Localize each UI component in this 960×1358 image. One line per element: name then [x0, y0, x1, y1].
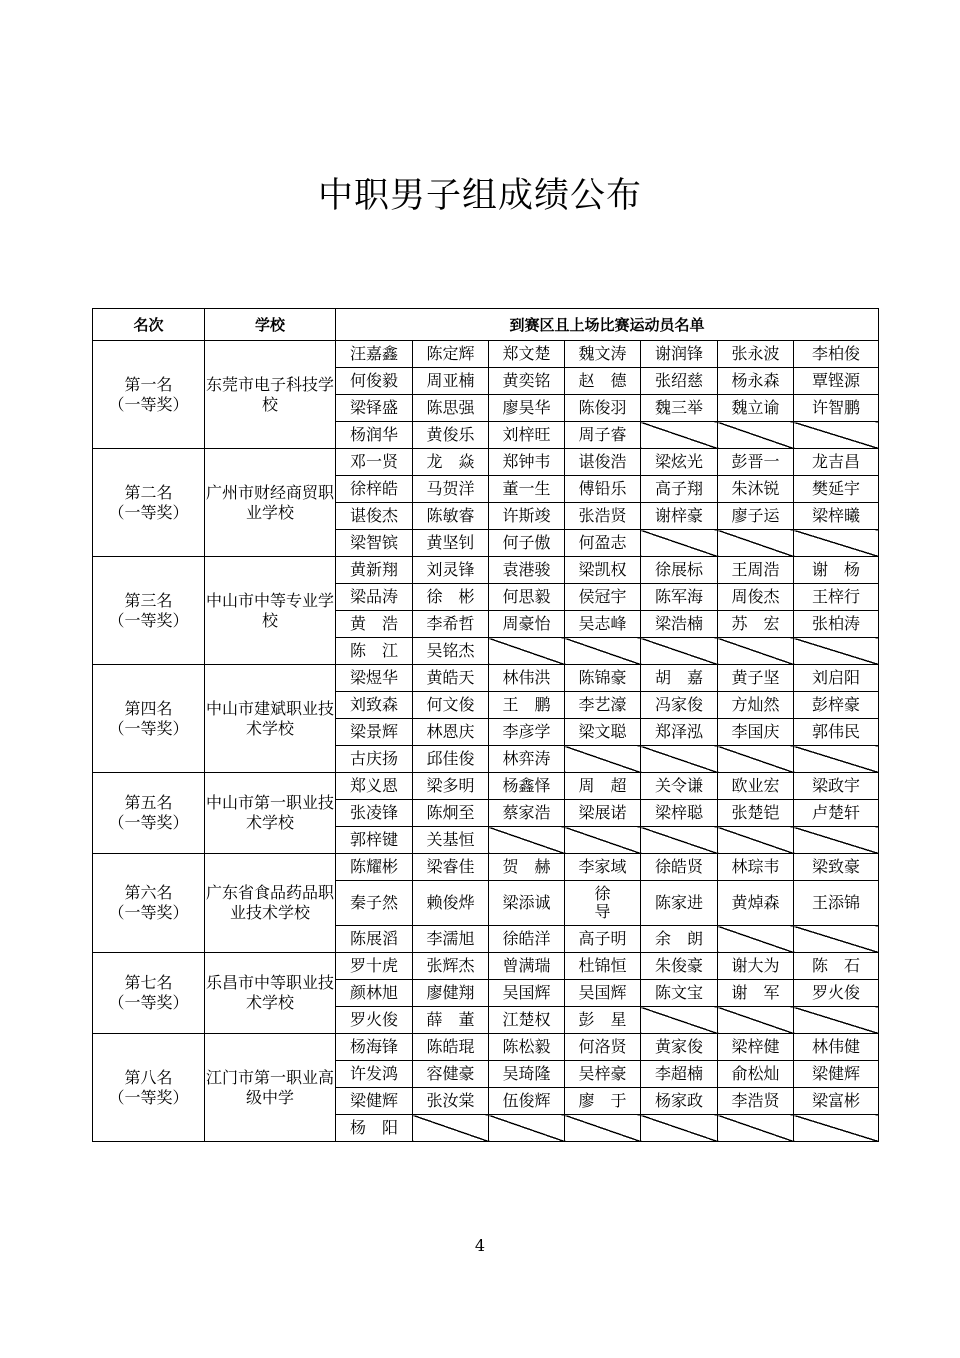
- athlete-name: 张柏涛: [794, 611, 879, 638]
- athlete-name: 徐皓贤: [641, 854, 718, 881]
- athlete-name: 胡 嘉: [641, 665, 718, 692]
- empty-slot: [565, 1115, 641, 1142]
- athlete-name: 关令谦: [641, 773, 718, 800]
- athlete-name: 徐展标: [641, 557, 718, 584]
- athlete-name: 谢 军: [718, 980, 794, 1007]
- athlete-name: 廖 于: [565, 1088, 641, 1115]
- athlete-name: 吴琦隆: [489, 1061, 565, 1088]
- athlete-name: 吴国辉: [489, 980, 565, 1007]
- athlete-name: 黄奕铭: [489, 368, 565, 395]
- athlete-name: 龙 焱: [413, 449, 489, 476]
- athlete-name: 陈军海: [641, 584, 718, 611]
- athlete-name: 赵 德: [565, 368, 641, 395]
- athlete-name: 陈皓琨: [413, 1034, 489, 1061]
- empty-slot: [718, 422, 794, 449]
- athlete-name: 谢润锋: [641, 341, 718, 368]
- athlete-name: 徐 彬: [413, 584, 489, 611]
- athlete-name: 郑泽泓: [641, 719, 718, 746]
- athlete-name: 徐梓皓: [336, 476, 413, 503]
- athlete-name: 梁梓健: [718, 1034, 794, 1061]
- athlete-name: 何思毅: [489, 584, 565, 611]
- athlete-name: 古庆扬: [336, 746, 413, 773]
- rank-cell: [93, 557, 205, 665]
- athlete-name: 苏 宏: [718, 611, 794, 638]
- athlete-name: 彭梓豪: [794, 692, 879, 719]
- athlete-name: 吴铭杰: [413, 638, 489, 665]
- rank-label: 第六名: [124, 883, 173, 902]
- empty-slot: [718, 1115, 794, 1142]
- athlete-name: 杜锦恒: [565, 953, 641, 980]
- athlete-name: 李希哲: [413, 611, 489, 638]
- athlete-name: 许智鹏: [794, 395, 879, 422]
- athlete-name: 杨永森: [718, 368, 794, 395]
- empty-slot: [718, 926, 794, 953]
- header-rank: 名次: [93, 309, 205, 341]
- athlete-name: 高子明: [565, 926, 641, 953]
- school-name: 江门市第一职业高级中学: [205, 1034, 336, 1142]
- athlete-name: 李家域: [565, 854, 641, 881]
- athlete-name: 薛 董: [413, 1007, 489, 1034]
- athlete-name: 何俊毅: [336, 368, 413, 395]
- athlete-name: 俞松灿: [718, 1061, 794, 1088]
- athlete-name: 黄家俊: [641, 1034, 718, 1061]
- athlete-name: 吴国辉: [565, 980, 641, 1007]
- empty-slot: [794, 746, 879, 773]
- athlete-name: 郑钟韦: [489, 449, 565, 476]
- athlete-name: 廖子运: [718, 503, 794, 530]
- page-title: 中职男子组成绩公布: [317, 176, 642, 216]
- athlete-name: 龙吉昌: [794, 449, 879, 476]
- page-number: 4: [474, 1236, 486, 1255]
- athlete-name: 张凌锋: [336, 800, 413, 827]
- athlete-row: [93, 773, 879, 800]
- empty-slot: [794, 926, 879, 953]
- athlete-name: 梁致豪: [794, 854, 879, 881]
- award-label: （一等奖）: [108, 610, 189, 630]
- athlete-name: 杨润华: [336, 422, 413, 449]
- empty-slot: [794, 422, 879, 449]
- rank-cell: [93, 341, 205, 449]
- athlete-name: 梁煜华: [336, 665, 413, 692]
- athlete-name: 梁炫光: [641, 449, 718, 476]
- athlete-name: 林恩庆: [413, 719, 489, 746]
- school-name: 广东省食品药品职业技术学校: [205, 854, 336, 953]
- athlete-name: 谢大为: [718, 953, 794, 980]
- athlete-name: 汪嘉鑫: [336, 341, 413, 368]
- empty-slot: [565, 638, 641, 665]
- school-name: 东莞市电子科技学校: [205, 341, 336, 449]
- athlete-name: 黄焯森: [718, 881, 794, 926]
- athlete-name: 梁凯权: [565, 557, 641, 584]
- athlete-name: 王周浩: [718, 557, 794, 584]
- athlete-name: 彭晋一: [718, 449, 794, 476]
- athlete-name: 伍俊辉: [489, 1088, 565, 1115]
- athlete-name: 刘致森: [336, 692, 413, 719]
- empty-slot: [718, 638, 794, 665]
- athlete-name: 邱佳俊: [413, 746, 489, 773]
- athlete-row: [93, 953, 879, 980]
- athlete-name: 黄皓天: [413, 665, 489, 692]
- athlete-name: 陈松毅: [489, 1034, 565, 1061]
- athlete-name: 傅铅乐: [565, 476, 641, 503]
- empty-slot: [794, 1115, 879, 1142]
- rank-label: 第八名: [124, 1067, 173, 1087]
- athlete-name: 陈炯至: [413, 800, 489, 827]
- empty-slot: [794, 530, 879, 557]
- rank-label: 第七名: [124, 973, 173, 992]
- athlete-name: 许发鸿: [336, 1061, 413, 1088]
- athlete-name: 王梓行: [794, 584, 879, 611]
- empty-slot: [794, 1007, 879, 1034]
- athlete-name: 何子傲: [489, 530, 565, 557]
- empty-slot: [413, 1115, 489, 1142]
- athlete-name: 陈展滔: [336, 926, 413, 953]
- athlete-name: 何洛贤: [565, 1034, 641, 1061]
- athlete-name: 陈耀彬: [336, 854, 413, 881]
- athlete-name: 李超楠: [641, 1061, 718, 1088]
- athlete-name: 容健豪: [413, 1061, 489, 1088]
- rank-label: 第二名: [124, 482, 173, 502]
- athlete-name: 陈敏睿: [413, 503, 489, 530]
- athlete-name: 张绍慈: [641, 368, 718, 395]
- empty-slot: [565, 827, 641, 854]
- athlete-name: 许斯竣: [489, 503, 565, 530]
- athlete-name: 卢楚轩: [794, 800, 879, 827]
- athlete-name: 张辉杰: [413, 953, 489, 980]
- athlete-name: 魏三举: [641, 395, 718, 422]
- athlete-name: 陈定辉: [413, 341, 489, 368]
- empty-slot: [641, 1007, 718, 1034]
- athlete-name: 梁多明: [413, 773, 489, 800]
- athlete-name: 陈锦豪: [565, 665, 641, 692]
- empty-slot: [641, 422, 718, 449]
- athlete-name: 刘启阳: [794, 665, 879, 692]
- athlete-name: 梁健辉: [336, 1088, 413, 1115]
- rank-label: 第四名: [124, 698, 173, 718]
- athlete-name: 刘灵锋: [413, 557, 489, 584]
- athlete-name: 曾满瑞: [489, 953, 565, 980]
- athlete-name: 何文俊: [413, 692, 489, 719]
- athlete-name: 徐导: [565, 881, 641, 926]
- rank-cell: [93, 1034, 205, 1142]
- athlete-name: 张浩贤: [565, 503, 641, 530]
- empty-slot: [641, 746, 718, 773]
- empty-slot: [794, 827, 879, 854]
- athlete-name: 王添锦: [794, 881, 879, 926]
- athlete-row: [93, 1034, 879, 1061]
- empty-slot: [718, 827, 794, 854]
- athlete-name: 谌俊杰: [336, 503, 413, 530]
- rank-label: 第五名: [124, 793, 173, 812]
- athlete-name: 袁港骏: [489, 557, 565, 584]
- athlete-name: 陈 江: [336, 638, 413, 665]
- athlete-name: 余 朗: [641, 926, 718, 953]
- school-name: 乐昌市中等职业技术学校: [205, 953, 336, 1034]
- athlete-name: 樊延宇: [794, 476, 879, 503]
- empty-slot: [641, 638, 718, 665]
- athlete-name: 江楚权: [489, 1007, 565, 1034]
- athlete-name: 杨鑫怿: [489, 773, 565, 800]
- award-label: （一等奖）: [108, 813, 189, 832]
- athlete-name: 周 超: [565, 773, 641, 800]
- school-name: 中山市建斌职业技术学校: [205, 665, 336, 773]
- athlete-name: 王 鹏: [489, 692, 565, 719]
- header-row: [93, 309, 879, 341]
- athlete-name: 罗十虎: [336, 953, 413, 980]
- athlete-name: 梁景辉: [336, 719, 413, 746]
- athlete-name: 魏文涛: [565, 341, 641, 368]
- athlete-name: 方灿然: [718, 692, 794, 719]
- athlete-name: 徐皓洋: [489, 926, 565, 953]
- athlete-name: 李国庆: [718, 719, 794, 746]
- athlete-name: 覃铿源: [794, 368, 879, 395]
- empty-slot: [489, 827, 565, 854]
- empty-slot: [489, 638, 565, 665]
- athlete-name: 杨 阳: [336, 1115, 413, 1142]
- athlete-row: [93, 341, 879, 368]
- empty-slot: [794, 638, 879, 665]
- rank-label: 第三名: [124, 590, 173, 610]
- athlete-name: 周子睿: [565, 422, 641, 449]
- athlete-name: 梁梓曦: [794, 503, 879, 530]
- athlete-name: 梁添诚: [489, 881, 565, 926]
- athlete-name: 梁文聪: [565, 719, 641, 746]
- athlete-name: 魏立谕: [718, 395, 794, 422]
- athlete-name: 吴梓豪: [565, 1061, 641, 1088]
- athlete-name: 冯家俊: [641, 692, 718, 719]
- results-table: [92, 308, 879, 1142]
- athlete-name: 梁品涛: [336, 584, 413, 611]
- athlete-name: 梁政宇: [794, 773, 879, 800]
- athlete-name: 朱沐锐: [718, 476, 794, 503]
- athlete-name: 李彦学: [489, 719, 565, 746]
- award-label: （一等奖）: [108, 502, 189, 522]
- athlete-name: 杨家政: [641, 1088, 718, 1115]
- athlete-name: 蔡家浩: [489, 800, 565, 827]
- athlete-name: 邓一贤: [336, 449, 413, 476]
- empty-slot: [718, 746, 794, 773]
- athlete-name: 林伟健: [794, 1034, 879, 1061]
- rank-cell: [93, 854, 205, 953]
- athlete-name: 颜林旭: [336, 980, 413, 1007]
- empty-slot: [641, 1115, 718, 1142]
- athlete-name: 谌俊浩: [565, 449, 641, 476]
- athlete-name: 陈思强: [413, 395, 489, 422]
- athlete-name: 梁展诺: [565, 800, 641, 827]
- athlete-name: 李濡旭: [413, 926, 489, 953]
- rank-cell: [93, 449, 205, 557]
- athlete-name: 关基恒: [413, 827, 489, 854]
- athlete-name: 侯冠宇: [565, 584, 641, 611]
- athlete-row: [93, 665, 879, 692]
- athlete-name: 廖健翔: [413, 980, 489, 1007]
- athlete-name: 张汝棠: [413, 1088, 489, 1115]
- athlete-name: 黄新翔: [336, 557, 413, 584]
- athlete-name: 林伟洪: [489, 665, 565, 692]
- header-athletes: 到赛区且上场比赛运动员名单: [336, 309, 879, 341]
- rank-cell: [93, 773, 205, 854]
- empty-slot: [489, 1115, 565, 1142]
- athlete-name: 廖昊华: [489, 395, 565, 422]
- empty-slot: [718, 1007, 794, 1034]
- award-label: （一等奖）: [108, 394, 189, 414]
- athlete-name: 郭伟民: [794, 719, 879, 746]
- athlete-row: [93, 557, 879, 584]
- athlete-name: 林琮韦: [718, 854, 794, 881]
- athlete-name: 梁健辉: [794, 1061, 879, 1088]
- athlete-name: 周亚楠: [413, 368, 489, 395]
- athlete-name: 梁智镔: [336, 530, 413, 557]
- rank-cell: [93, 665, 205, 773]
- empty-slot: [565, 746, 641, 773]
- athlete-name: 陈家进: [641, 881, 718, 926]
- athlete-name: 谢梓豪: [641, 503, 718, 530]
- athlete-name: 杨海锋: [336, 1034, 413, 1061]
- athlete-name: 郑文楚: [489, 341, 565, 368]
- school-name: 中山市中等专业学校: [205, 557, 336, 665]
- award-label: （一等奖）: [108, 993, 189, 1012]
- athlete-name: 周俊杰: [718, 584, 794, 611]
- athlete-name: 董一生: [489, 476, 565, 503]
- athlete-name: 马贺洋: [413, 476, 489, 503]
- athlete-name: 吴志峰: [565, 611, 641, 638]
- athlete-name: 郭梓键: [336, 827, 413, 854]
- athlete-name: 梁浩楠: [641, 611, 718, 638]
- athlete-name: 李柏俊: [794, 341, 879, 368]
- award-label: （一等奖）: [108, 903, 189, 922]
- rank-label: 第一名: [124, 374, 173, 394]
- athlete-name: 赖俊烨: [413, 881, 489, 926]
- athlete-name: 张楚铠: [718, 800, 794, 827]
- empty-slot: [718, 530, 794, 557]
- athlete-name: 梁梓聪: [641, 800, 718, 827]
- athlete-name: 李艺濠: [565, 692, 641, 719]
- rank-cell: [93, 953, 205, 1034]
- athlete-name: 梁富彬: [794, 1088, 879, 1115]
- athlete-name: 刘梓旺: [489, 422, 565, 449]
- athlete-name: 张永波: [718, 341, 794, 368]
- athlete-name: 贺 赫: [489, 854, 565, 881]
- athlete-name: 黄坚钊: [413, 530, 489, 557]
- athlete-name: 彭 星: [565, 1007, 641, 1034]
- athlete-name: 高子翔: [641, 476, 718, 503]
- athlete-row: [93, 854, 879, 881]
- athlete-name: 何盈志: [565, 530, 641, 557]
- athlete-name: 陈文宝: [641, 980, 718, 1007]
- award-label: （一等奖）: [108, 1087, 189, 1107]
- athlete-name: 郑义恩: [336, 773, 413, 800]
- header-school: 学校: [205, 309, 336, 341]
- empty-slot: [641, 530, 718, 557]
- athlete-name: 罗火俊: [794, 980, 879, 1007]
- award-label: （一等奖）: [108, 718, 189, 738]
- empty-slot: [641, 827, 718, 854]
- athlete-name: 朱俊豪: [641, 953, 718, 980]
- athlete-name: 欧业宏: [718, 773, 794, 800]
- athlete-name: 林弈涛: [489, 746, 565, 773]
- athlete-name: 黄俊乐: [413, 422, 489, 449]
- athlete-name: 梁铎盛: [336, 395, 413, 422]
- athlete-name: 黄 浩: [336, 611, 413, 638]
- athlete-name: 秦子然: [336, 881, 413, 926]
- athlete-name: 黄子坚: [718, 665, 794, 692]
- athlete-name: 周豪怡: [489, 611, 565, 638]
- athlete-name: 陈俊羽: [565, 395, 641, 422]
- athlete-row: [93, 449, 879, 476]
- athlete-name: 谢 杨: [794, 557, 879, 584]
- school-name: 广州市财经商贸职业学校: [205, 449, 336, 557]
- athlete-name: 李浩贤: [718, 1088, 794, 1115]
- athlete-name: 罗火俊: [336, 1007, 413, 1034]
- school-name: 中山市第一职业技术学校: [205, 773, 336, 854]
- athlete-name: 梁睿佳: [413, 854, 489, 881]
- athlete-name: 陈 石: [794, 953, 879, 980]
